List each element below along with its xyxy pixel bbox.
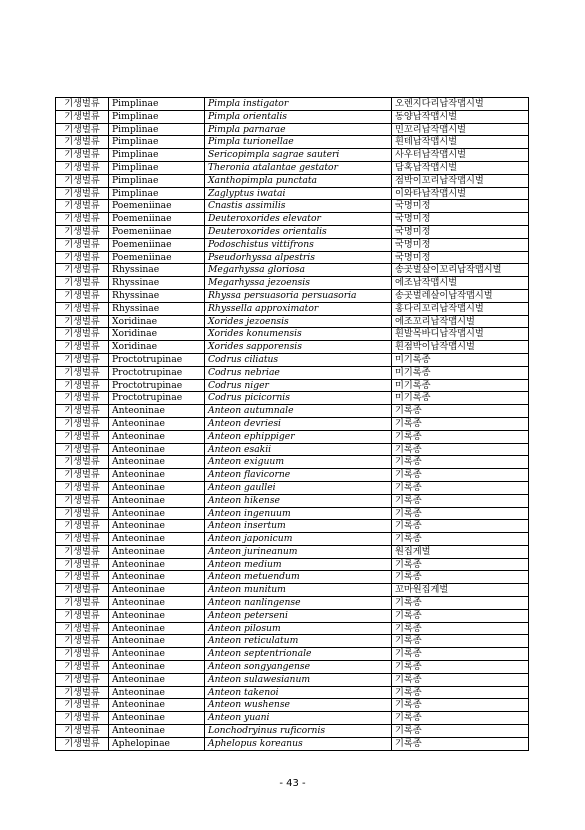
group-cell: 기생벌류 <box>56 443 109 456</box>
table-row <box>56 110 529 123</box>
page-number: - 43 - <box>279 778 306 789</box>
group-cell: 기생벌류 <box>56 597 109 610</box>
group-cell: 기생벌류 <box>56 469 109 482</box>
scientific-name-cell: Anteon metuendum <box>205 571 392 584</box>
scientific-name-cell: Aphelopus koreanus <box>205 737 392 750</box>
table-row <box>56 289 529 302</box>
scientific-name-cell: Anteon gaullei <box>205 481 392 494</box>
group-cell: 기생벌류 <box>56 341 109 354</box>
subfamily-cell: Poemeniinae <box>109 200 205 213</box>
table-row <box>56 366 529 379</box>
scientific-name-cell: Anteon medium <box>205 558 392 571</box>
table-row <box>56 494 529 507</box>
subfamily-cell: Proctotrupinae <box>109 379 205 392</box>
group-cell: 기생벌류 <box>56 622 109 635</box>
group-cell: 기생벌류 <box>56 110 109 123</box>
korean-name-cell: 기록종 <box>392 712 529 725</box>
table-row <box>56 635 529 648</box>
subfamily-cell: Anteoninae <box>109 481 205 494</box>
korean-name-cell: 기록종 <box>392 533 529 546</box>
table-row <box>56 712 529 725</box>
group-cell: 기생벌류 <box>56 712 109 725</box>
scientific-name-cell: Cnastis assimilis <box>205 200 392 213</box>
group-cell: 기생벌류 <box>56 699 109 712</box>
korean-name-cell: 국명미정 <box>392 213 529 226</box>
table-row <box>56 251 529 264</box>
subfamily-cell: Rhyssinae <box>109 277 205 290</box>
table-row <box>56 597 529 610</box>
korean-name-cell: 기록종 <box>392 648 529 661</box>
korean-name-cell: 꼬마원집게벌 <box>392 584 529 597</box>
korean-name-cell: 사우터납작맵시벌 <box>392 149 529 162</box>
subfamily-cell: Anteoninae <box>109 673 205 686</box>
group-cell: 기생벌류 <box>56 545 109 558</box>
scientific-name-cell: Codrus nebriae <box>205 366 392 379</box>
scientific-name-cell: Rhyssa persuasoria persuasoria <box>205 289 392 302</box>
subfamily-cell: Proctotrupinae <box>109 353 205 366</box>
korean-name-cell: 송곳벌살이꼬리납작맵시벌 <box>392 264 529 277</box>
scientific-name-cell: Pimpla instigator <box>205 98 392 111</box>
subfamily-cell: Anteoninae <box>109 533 205 546</box>
group-cell: 기생벌류 <box>56 174 109 187</box>
group-cell: 기생벌류 <box>56 456 109 469</box>
group-cell: 기생벌류 <box>56 417 109 430</box>
group-cell: 기생벌류 <box>56 533 109 546</box>
scientific-name-cell: Anteon yuani <box>205 712 392 725</box>
group-cell: 기생벌류 <box>56 328 109 341</box>
scientific-name-cell: Anteon wushense <box>205 699 392 712</box>
korean-name-cell: 기록종 <box>392 609 529 622</box>
korean-name-cell: 기록종 <box>392 699 529 712</box>
korean-name-cell: 에조꼬리납작맵시벌 <box>392 315 529 328</box>
table-row <box>56 545 529 558</box>
table-row <box>56 520 529 533</box>
subfamily-cell: Anteoninae <box>109 725 205 738</box>
scientific-name-cell: Anteon ingenuum <box>205 507 392 520</box>
korean-name-cell: 기록종 <box>392 456 529 469</box>
table-row <box>56 225 529 238</box>
korean-name-cell: 기록종 <box>392 430 529 443</box>
korean-name-cell: 기록종 <box>392 622 529 635</box>
table-row <box>56 174 529 187</box>
subfamily-cell: Pimplinae <box>109 149 205 162</box>
group-cell: 기생벌류 <box>56 379 109 392</box>
table-row <box>56 417 529 430</box>
subfamily-cell: Pimplinae <box>109 136 205 149</box>
group-cell: 기생벌류 <box>56 673 109 686</box>
scientific-name-cell: Anteon japonicum <box>205 533 392 546</box>
table-row <box>56 213 529 226</box>
subfamily-cell: Anteoninae <box>109 584 205 597</box>
korean-name-cell: 민꼬리납작맵시벌 <box>392 123 529 136</box>
scientific-name-cell: Anteon jurineanum <box>205 545 392 558</box>
group-cell: 기생벌류 <box>56 213 109 226</box>
subfamily-cell: Anteoninae <box>109 609 205 622</box>
scientific-name-cell: Xorides sapporensis <box>205 341 392 354</box>
table-row <box>56 609 529 622</box>
group-cell: 기생벌류 <box>56 98 109 111</box>
scientific-name-cell: Anteon devriesi <box>205 417 392 430</box>
korean-name-cell: 국명미정 <box>392 225 529 238</box>
table-row <box>56 379 529 392</box>
group-cell: 기생벌류 <box>56 238 109 251</box>
group-cell: 기생벌류 <box>56 609 109 622</box>
subfamily-cell: Anteoninae <box>109 507 205 520</box>
group-cell: 기생벌류 <box>56 264 109 277</box>
table-row <box>56 238 529 251</box>
korean-name-cell: 흰점박이납작맵시벌 <box>392 341 529 354</box>
subfamily-cell: Aphelopinae <box>109 737 205 750</box>
scientific-name-cell: Anteon reticulatum <box>205 635 392 648</box>
group-cell: 기생벌류 <box>56 725 109 738</box>
table-row <box>56 469 529 482</box>
table-row <box>56 187 529 200</box>
table-row <box>56 328 529 341</box>
korean-name-cell: 국명미정 <box>392 200 529 213</box>
table-row <box>56 264 529 277</box>
table-row <box>56 98 529 111</box>
subfamily-cell: Anteoninae <box>109 417 205 430</box>
scientific-name-cell: Anteon exiguum <box>205 456 392 469</box>
table-body <box>56 98 529 751</box>
korean-name-cell: 흰테납작맵시벌 <box>392 136 529 149</box>
korean-name-cell: 기록종 <box>392 507 529 520</box>
subfamily-cell: Rhyssinae <box>109 289 205 302</box>
table-row <box>56 443 529 456</box>
korean-name-cell: 기록종 <box>392 635 529 648</box>
subfamily-cell: Anteoninae <box>109 622 205 635</box>
table-row <box>56 584 529 597</box>
korean-name-cell: 기록종 <box>392 558 529 571</box>
korean-name-cell: 국명미정 <box>392 251 529 264</box>
subfamily-cell: Anteoninae <box>109 469 205 482</box>
group-cell: 기생벌류 <box>56 571 109 584</box>
scientific-name-cell: Codrus ciliatus <box>205 353 392 366</box>
subfamily-cell: Anteoninae <box>109 635 205 648</box>
table-row <box>56 686 529 699</box>
table-row <box>56 200 529 213</box>
table-row <box>56 725 529 738</box>
scientific-name-cell: Anteon peterseni <box>205 609 392 622</box>
korean-name-cell: 국명미정 <box>392 238 529 251</box>
scientific-name-cell: Anteon nanlingense <box>205 597 392 610</box>
korean-name-cell: 기록종 <box>392 571 529 584</box>
scientific-name-cell: Pimpla turionellae <box>205 136 392 149</box>
group-cell: 기생벌류 <box>56 353 109 366</box>
korean-name-cell: 이와타납작맵시벌 <box>392 187 529 200</box>
group-cell: 기생벌류 <box>56 136 109 149</box>
group-cell: 기생벌류 <box>56 494 109 507</box>
korean-name-cell: 에조납작맵시벌 <box>392 277 529 290</box>
subfamily-cell: Anteoninae <box>109 494 205 507</box>
table-row <box>56 533 529 546</box>
group-cell: 기생벌류 <box>56 289 109 302</box>
group-cell: 기생벌류 <box>56 430 109 443</box>
korean-name-cell: 기록종 <box>392 481 529 494</box>
scientific-name-cell: Codrus picicornis <box>205 392 392 405</box>
scientific-name-cell: Pimpla parnarae <box>205 123 392 136</box>
scientific-name-cell: Pimpla orientalis <box>205 110 392 123</box>
group-cell: 기생벌류 <box>56 584 109 597</box>
korean-name-cell: 흰발목바디납작맵시벌 <box>392 328 529 341</box>
subfamily-cell: Anteoninae <box>109 545 205 558</box>
scientific-name-cell: Megarhyssa gloriosa <box>205 264 392 277</box>
group-cell: 기생벌류 <box>56 149 109 162</box>
table-row <box>56 392 529 405</box>
table-row <box>56 430 529 443</box>
subfamily-cell: Rhyssinae <box>109 264 205 277</box>
scientific-name-cell: Anteon sulawesianum <box>205 673 392 686</box>
subfamily-cell: Pimplinae <box>109 110 205 123</box>
korean-name-cell: 기록종 <box>392 725 529 738</box>
scientific-name-cell: Pseudorhyssa alpestris <box>205 251 392 264</box>
subfamily-cell: Poemeniinae <box>109 251 205 264</box>
subfamily-cell: Xoridinae <box>109 315 205 328</box>
table-row <box>56 648 529 661</box>
subfamily-cell: Anteoninae <box>109 405 205 418</box>
group-cell: 기생벌류 <box>56 161 109 174</box>
group-cell: 기생벌류 <box>56 277 109 290</box>
scientific-name-cell: Anteon autumnale <box>205 405 392 418</box>
table-row <box>56 315 529 328</box>
subfamily-cell: Rhyssinae <box>109 302 205 315</box>
subfamily-cell: Xoridinae <box>109 341 205 354</box>
scientific-name-cell: Anteon ephippiger <box>205 430 392 443</box>
korean-name-cell: 미기록종 <box>392 366 529 379</box>
subfamily-cell: Anteoninae <box>109 520 205 533</box>
korean-name-cell: 기록종 <box>392 520 529 533</box>
group-cell: 기생벌류 <box>56 123 109 136</box>
korean-name-cell: 기록종 <box>392 469 529 482</box>
subfamily-cell: Pimplinae <box>109 161 205 174</box>
subfamily-cell: Poemeniinae <box>109 213 205 226</box>
table-row <box>56 481 529 494</box>
korean-name-cell: 오렌지다리납작맵시벌 <box>392 98 529 111</box>
table-row <box>56 699 529 712</box>
subfamily-cell: Poemeniinae <box>109 238 205 251</box>
table-row <box>56 302 529 315</box>
group-cell: 기생벌류 <box>56 648 109 661</box>
table-row <box>56 622 529 635</box>
group-cell: 기생벌류 <box>56 507 109 520</box>
group-cell: 기생벌류 <box>56 392 109 405</box>
scientific-name-cell: Anteon munitum <box>205 584 392 597</box>
scientific-name-cell: Rhyssella approximator <box>205 302 392 315</box>
subfamily-cell: Poemeniinae <box>109 225 205 238</box>
group-cell: 기생벌류 <box>56 405 109 418</box>
group-cell: 기생벌류 <box>56 187 109 200</box>
scientific-name-cell: Anteon takenoi <box>205 686 392 699</box>
species-table <box>55 97 529 751</box>
korean-name-cell: 기록종 <box>392 405 529 418</box>
korean-name-cell: 기록종 <box>392 494 529 507</box>
scientific-name-cell: Xorides jezoensis <box>205 315 392 328</box>
scientific-name-cell: Sericopimpla sagrae sauteri <box>205 149 392 162</box>
scientific-name-cell: Xanthopimpla punctata <box>205 174 392 187</box>
subfamily-cell: Pimplinae <box>109 187 205 200</box>
group-cell: 기생벌류 <box>56 366 109 379</box>
table-row <box>56 673 529 686</box>
korean-name-cell: 미기록종 <box>392 392 529 405</box>
subfamily-cell: Anteoninae <box>109 443 205 456</box>
table-row <box>56 123 529 136</box>
group-cell: 기생벌류 <box>56 686 109 699</box>
group-cell: 기생벌류 <box>56 737 109 750</box>
table-row <box>56 737 529 750</box>
table-row <box>56 353 529 366</box>
subfamily-cell: Anteoninae <box>109 699 205 712</box>
subfamily-cell: Anteoninae <box>109 571 205 584</box>
group-cell: 기생벌류 <box>56 481 109 494</box>
korean-name-cell: 기록종 <box>392 417 529 430</box>
scientific-name-cell: Anteon songyangense <box>205 661 392 674</box>
scientific-name-cell: Anteon flavicorne <box>205 469 392 482</box>
subfamily-cell: Anteoninae <box>109 648 205 661</box>
korean-name-cell: 홍다리꼬리납작맵시벌 <box>392 302 529 315</box>
table-row <box>56 161 529 174</box>
korean-name-cell: 기록종 <box>392 737 529 750</box>
korean-name-cell: 기록종 <box>392 443 529 456</box>
scientific-name-cell: Deuteroxorides orientalis <box>205 225 392 238</box>
scientific-name-cell: Deuteroxorides elevator <box>205 213 392 226</box>
subfamily-cell: Pimplinae <box>109 123 205 136</box>
korean-name-cell: 기록종 <box>392 686 529 699</box>
scientific-name-cell: Lonchodryinus ruficornis <box>205 725 392 738</box>
table-row <box>56 149 529 162</box>
group-cell: 기생벌류 <box>56 200 109 213</box>
table-row <box>56 507 529 520</box>
subfamily-cell: Anteoninae <box>109 597 205 610</box>
group-cell: 기생벌류 <box>56 661 109 674</box>
group-cell: 기생벌류 <box>56 225 109 238</box>
scientific-name-cell: Codrus niger <box>205 379 392 392</box>
subfamily-cell: Anteoninae <box>109 686 205 699</box>
table-row <box>56 341 529 354</box>
table-row <box>56 558 529 571</box>
scientific-name-cell: Anteon septentrionale <box>205 648 392 661</box>
table-row <box>56 661 529 674</box>
group-cell: 기생벌류 <box>56 520 109 533</box>
table-row <box>56 456 529 469</box>
subfamily-cell: Anteoninae <box>109 712 205 725</box>
subfamily-cell: Proctotrupinae <box>109 366 205 379</box>
group-cell: 기생벌류 <box>56 251 109 264</box>
subfamily-cell: Anteoninae <box>109 558 205 571</box>
table-row <box>56 405 529 418</box>
korean-name-cell: 미기록종 <box>392 353 529 366</box>
korean-name-cell: 원집게벌 <box>392 545 529 558</box>
korean-name-cell: 기록종 <box>392 597 529 610</box>
scientific-name-cell: Theronia atalantae gestator <box>205 161 392 174</box>
group-cell: 기생벌류 <box>56 635 109 648</box>
scientific-name-cell: Anteon hikense <box>205 494 392 507</box>
subfamily-cell: Proctotrupinae <box>109 392 205 405</box>
table-row <box>56 571 529 584</box>
subfamily-cell: Xoridinae <box>109 328 205 341</box>
scientific-name-cell: Anteon insertum <box>205 520 392 533</box>
korean-name-cell: 기록종 <box>392 661 529 674</box>
scientific-name-cell: Podoschistus vittifrons <box>205 238 392 251</box>
table-row <box>56 277 529 290</box>
korean-name-cell: 송곳벌레살이납작맵시벌 <box>392 289 529 302</box>
scientific-name-cell: Megarhyssa jezoensis <box>205 277 392 290</box>
subfamily-cell: Pimplinae <box>109 98 205 111</box>
table-row <box>56 136 529 149</box>
korean-name-cell: 담혹납작맵시벌 <box>392 161 529 174</box>
scientific-name-cell: Zaglyptus iwatai <box>205 187 392 200</box>
scientific-name-cell: Anteon esakii <box>205 443 392 456</box>
scientific-name-cell: Xorides konumensis <box>205 328 392 341</box>
subfamily-cell: Pimplinae <box>109 174 205 187</box>
korean-name-cell: 점박이꼬리납작맵시벌 <box>392 174 529 187</box>
korean-name-cell: 기록종 <box>392 673 529 686</box>
korean-name-cell: 동양납작맵시벌 <box>392 110 529 123</box>
korean-name-cell: 미기록종 <box>392 379 529 392</box>
group-cell: 기생벌류 <box>56 315 109 328</box>
subfamily-cell: Anteoninae <box>109 661 205 674</box>
subfamily-cell: Anteoninae <box>109 430 205 443</box>
group-cell: 기생벌류 <box>56 302 109 315</box>
scientific-name-cell: Anteon pilosum <box>205 622 392 635</box>
group-cell: 기생벌류 <box>56 558 109 571</box>
subfamily-cell: Anteoninae <box>109 456 205 469</box>
